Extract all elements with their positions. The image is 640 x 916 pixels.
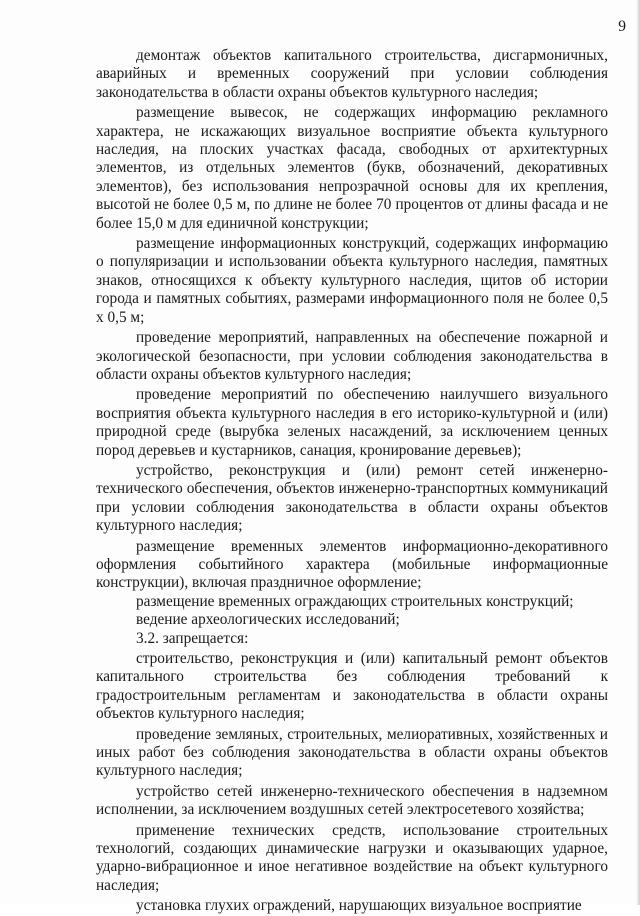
paragraph: проведение земляных, строительных, мелиоративных, хозяйственных и иных работ без соблюдения законодательства в области охраны объектов культурного наследия; (96, 725, 608, 780)
paragraph: размещение временных ограждающих строительных конструкций; (136, 592, 574, 610)
paragraph: установка глухих ограждений, нарушающих визуальное восприятие (136, 897, 582, 915)
paragraph: применение технических средств, использование строительных технологий, создающих динамические нагрузки и оказывающих ударное, ударно-вибрационное и иное негативное воздействие на объект культурного наследия; (96, 821, 608, 894)
paragraph: устройство сетей инженерно-технического обеспечения в надземном исполнении, за исключением воздушных сетей электросетевого хозяйства; (96, 782, 608, 819)
paragraph: ведение археологических исследований; (136, 611, 400, 629)
paragraph: строительство, реконструкция и (или) капитальный ремонт объектов капитального строительства без соблюдения требований к градостроительным регламентам и законодательства в области охраны объектов культурного наследия; (96, 650, 608, 723)
paragraph: устройство, реконструкция и (или) ремонт сетей инженерно-технического обеспечения, объектов инженерно-транспортных коммуникаций при условии соблюдения законодательства в области охраны объектов культурного наследия; (96, 461, 608, 535)
paragraph: размещение вывесок, не содержащих информацию рекламного характера, не искажающих визуальное восприятие объекта культурного наследия, на плоских участках фасада, свободных от архитектурных элементов, из отдельных элементов (букв, обозначений, декоративных элементов), без использования непрозрачной основы для их крепления, высотой не более 0,5 м, по длине не более 70 процентов от длины фасада и не более 15,0 м для единичной конструкции; (96, 104, 608, 232)
page-edge-shadow (636, 0, 640, 905)
paragraph: размещение временных элементов информационно-декоративного оформления событийного характера (мобильные информационные конструкции), включая праздничное оформление; (96, 537, 608, 592)
paragraph: размещение информационных конструкций, содержащих информацию о популяризации и использовании объекта культурного наследия, памятных знаков, относящихся к объекту культурного наследия, щитов об истории города и памятных событиях, размерами информационного поля не более 0,5 х 0,5 м; (96, 235, 608, 326)
paragraph: проведение мероприятий по обеспечению наилучшего визуального восприятия объекта культурного наследия в его историко-культурной и (или) природной среде (вырубка зеленых насаждений, за исключением ценных пород деревьев и кустарников, санация, кронирование деревьев); (96, 386, 608, 459)
paragraph: демонтаж объектов капитального строительства, дисгармоничных, аварийных и временных сооружений при условии соблюдения законодательства в области охраны объектов культурного наследия; (96, 47, 608, 101)
section-heading: 3.2. запрещается: (136, 629, 249, 647)
document-body (96, 47, 608, 916)
page-number: 9 (618, 18, 626, 35)
paragraph: проведение мероприятий, направленных на обеспечение пожарной и экологической безопасности, при условии соблюдения законодательства в области охраны объектов культурного наследия; (96, 329, 608, 383)
